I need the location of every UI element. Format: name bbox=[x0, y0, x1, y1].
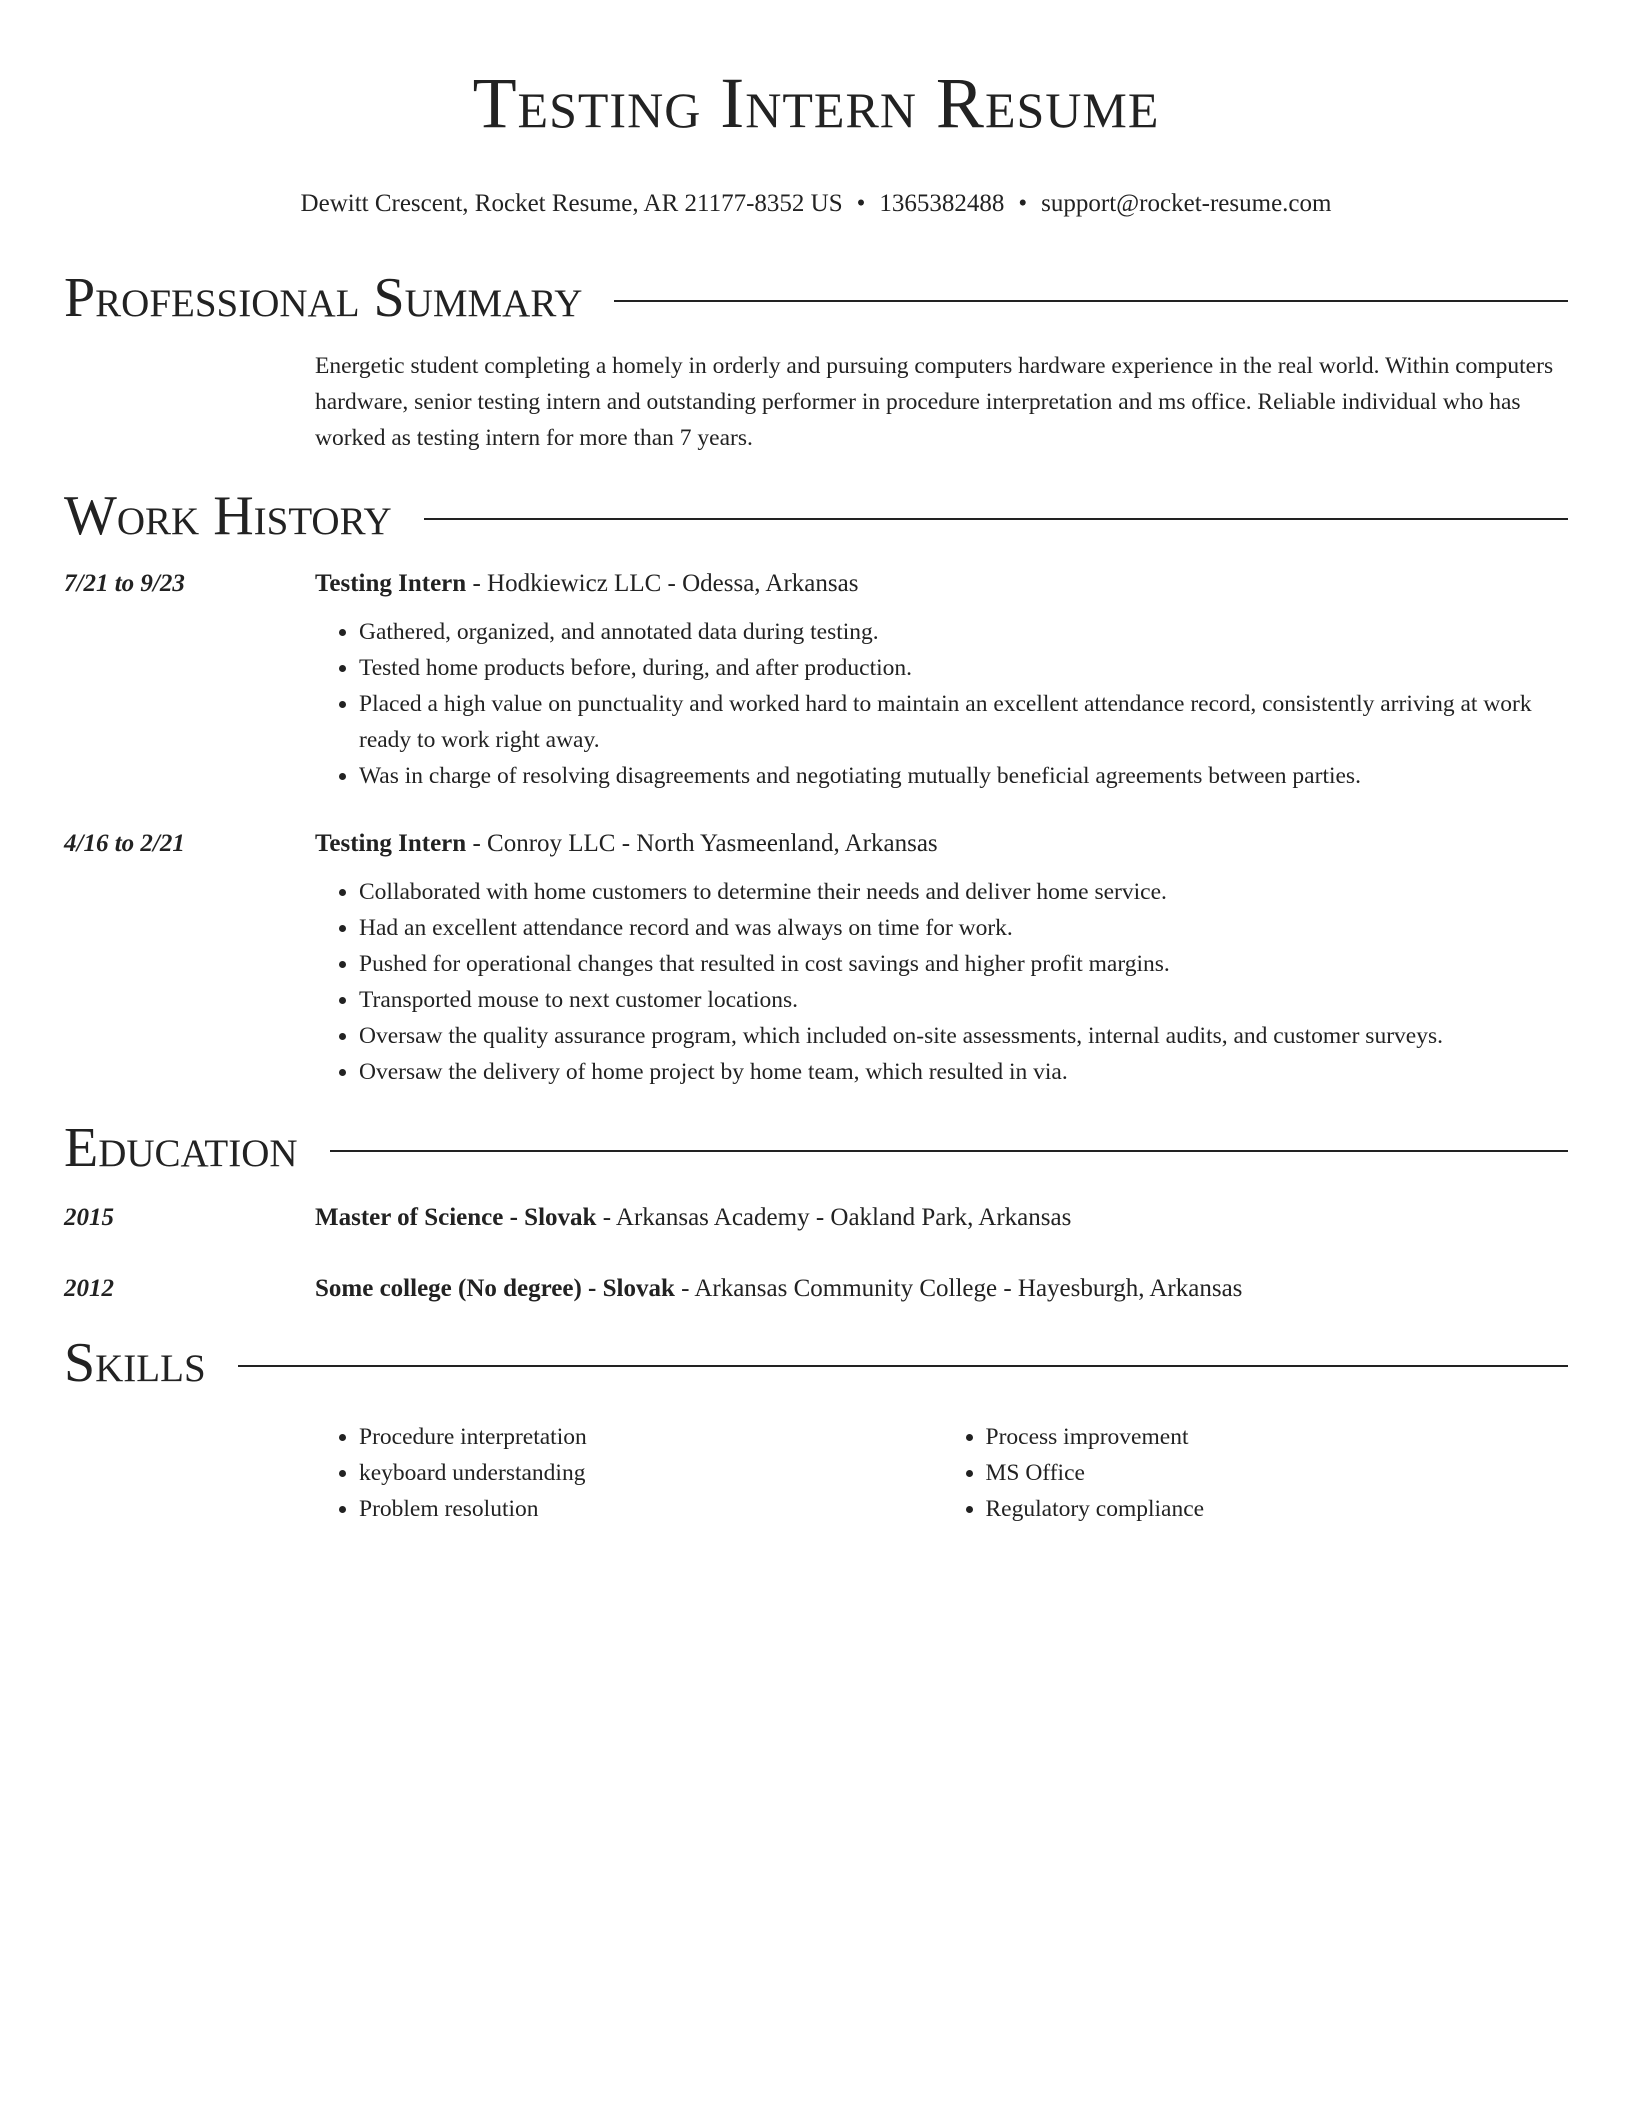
education-degree: Some college (No degree) - Slovak bbox=[315, 1275, 675, 1302]
section-divider bbox=[614, 300, 1568, 302]
job-bullet: • Transported mouse to next customer locations. bbox=[359, 982, 1568, 1018]
job-bullet: • Gathered, organized, and annotated data during testing. bbox=[359, 614, 1568, 650]
contact-address: Dewitt Crescent, Rocket Resume, AR 21177-8352 US bbox=[300, 190, 843, 217]
resume-page bbox=[64, 0, 1568, 1527]
education-section-heading bbox=[64, 1114, 1568, 1182]
contact-line bbox=[64, 188, 1568, 220]
education-year: 2012 bbox=[64, 1275, 114, 1302]
summary-text: Energetic student completing a homely in orderly and pursuing computers hardware experience in the real world. Within computers hardware, senior testing intern and outstanding performer in procedure interpretation and ms office. Reliable individual who has worked as testing intern for more than 7 years. bbox=[315, 353, 1554, 451]
summary-section-heading bbox=[64, 264, 1568, 332]
section-divider bbox=[424, 518, 1568, 520]
education-entry bbox=[64, 1202, 1568, 1234]
job-headline bbox=[315, 568, 1568, 600]
section-divider bbox=[330, 1150, 1568, 1152]
job-content bbox=[315, 568, 1568, 794]
job-bullet: • Pushed for operational changes that resulted in cost savings and higher profit margins. bbox=[359, 946, 1568, 982]
job-bullet: • Had an excellent attendance record and was always on time for work. bbox=[359, 910, 1568, 946]
skills-heading: Skills bbox=[64, 1332, 206, 1394]
job-employer: - Conroy LLC - North Yasmeenland, Arkansas bbox=[466, 830, 938, 857]
job-bullets bbox=[315, 874, 1568, 1090]
job-entry bbox=[64, 828, 1568, 1090]
job-bullet: • Was in charge of resolving disagreements and negotiating mutually beneficial agreements between parties. bbox=[359, 758, 1568, 794]
summary-heading: Professional Summary bbox=[64, 267, 583, 329]
skill-item: • keyboard understanding bbox=[359, 1455, 942, 1491]
skill-item: • Problem resolution bbox=[359, 1491, 942, 1527]
skills-column-left bbox=[315, 1419, 942, 1527]
education-headline bbox=[315, 1273, 1568, 1305]
contact-separator: • bbox=[1018, 190, 1028, 217]
education-degree: Master of Science - Slovak bbox=[315, 1204, 597, 1231]
job-dates: 4/16 to 2/21 bbox=[64, 830, 185, 857]
job-bullet: • Oversaw the quality assurance program, which included on-site assessments, internal audits, and customer surveys. bbox=[359, 1018, 1568, 1054]
job-dates: 7/21 to 9/23 bbox=[64, 570, 185, 597]
job-bullet: • Placed a high value on punctuality and worked hard to maintain an excellent attendance record, consistently arriving at work ready to work right away. bbox=[359, 686, 1568, 758]
education-entry bbox=[64, 1273, 1568, 1305]
section-divider bbox=[238, 1365, 1568, 1367]
skill-item: • Regulatory compliance bbox=[986, 1491, 1569, 1527]
education-school: - Arkansas Academy - Oakland Park, Arkansas bbox=[596, 1204, 1072, 1231]
education-headline bbox=[315, 1202, 1568, 1234]
contact-phone: 1365382488 bbox=[879, 190, 1005, 217]
job-headline bbox=[315, 828, 1568, 860]
skills-column-right bbox=[942, 1419, 1569, 1527]
education-school: - Arkansas Community College - Hayesburgh, Arkansas bbox=[674, 1275, 1243, 1302]
job-title: Testing Intern bbox=[315, 830, 467, 857]
job-bullet: • Tested home products before, during, and after production. bbox=[359, 650, 1568, 686]
job-bullet: • Collaborated with home customers to determine their needs and deliver home service. bbox=[359, 874, 1568, 910]
contact-email: support@rocket-resume.com bbox=[1041, 190, 1332, 217]
job-bullets bbox=[315, 614, 1568, 794]
contact-separator: • bbox=[856, 190, 866, 217]
education-year: 2015 bbox=[64, 1204, 114, 1231]
job-title: Testing Intern bbox=[315, 570, 467, 597]
resume-title: Testing Intern Resume bbox=[472, 63, 1160, 143]
job-entry bbox=[64, 568, 1568, 794]
job-bullet: • Oversaw the delivery of home project by home team, which resulted in via. bbox=[359, 1054, 1568, 1090]
work-section-heading bbox=[64, 482, 1568, 550]
job-employer: - Hodkiewicz LLC - Odessa, Arkansas bbox=[466, 570, 859, 597]
skill-item: • Procedure interpretation bbox=[359, 1419, 942, 1455]
skill-item: • MS Office bbox=[986, 1455, 1569, 1491]
skills-section-heading bbox=[64, 1329, 1568, 1397]
job-content bbox=[315, 828, 1568, 1090]
skills-grid bbox=[315, 1419, 1568, 1527]
education-heading: Education bbox=[64, 1117, 298, 1179]
work-heading: Work History bbox=[64, 485, 392, 547]
skill-item: • Process improvement bbox=[986, 1419, 1569, 1455]
